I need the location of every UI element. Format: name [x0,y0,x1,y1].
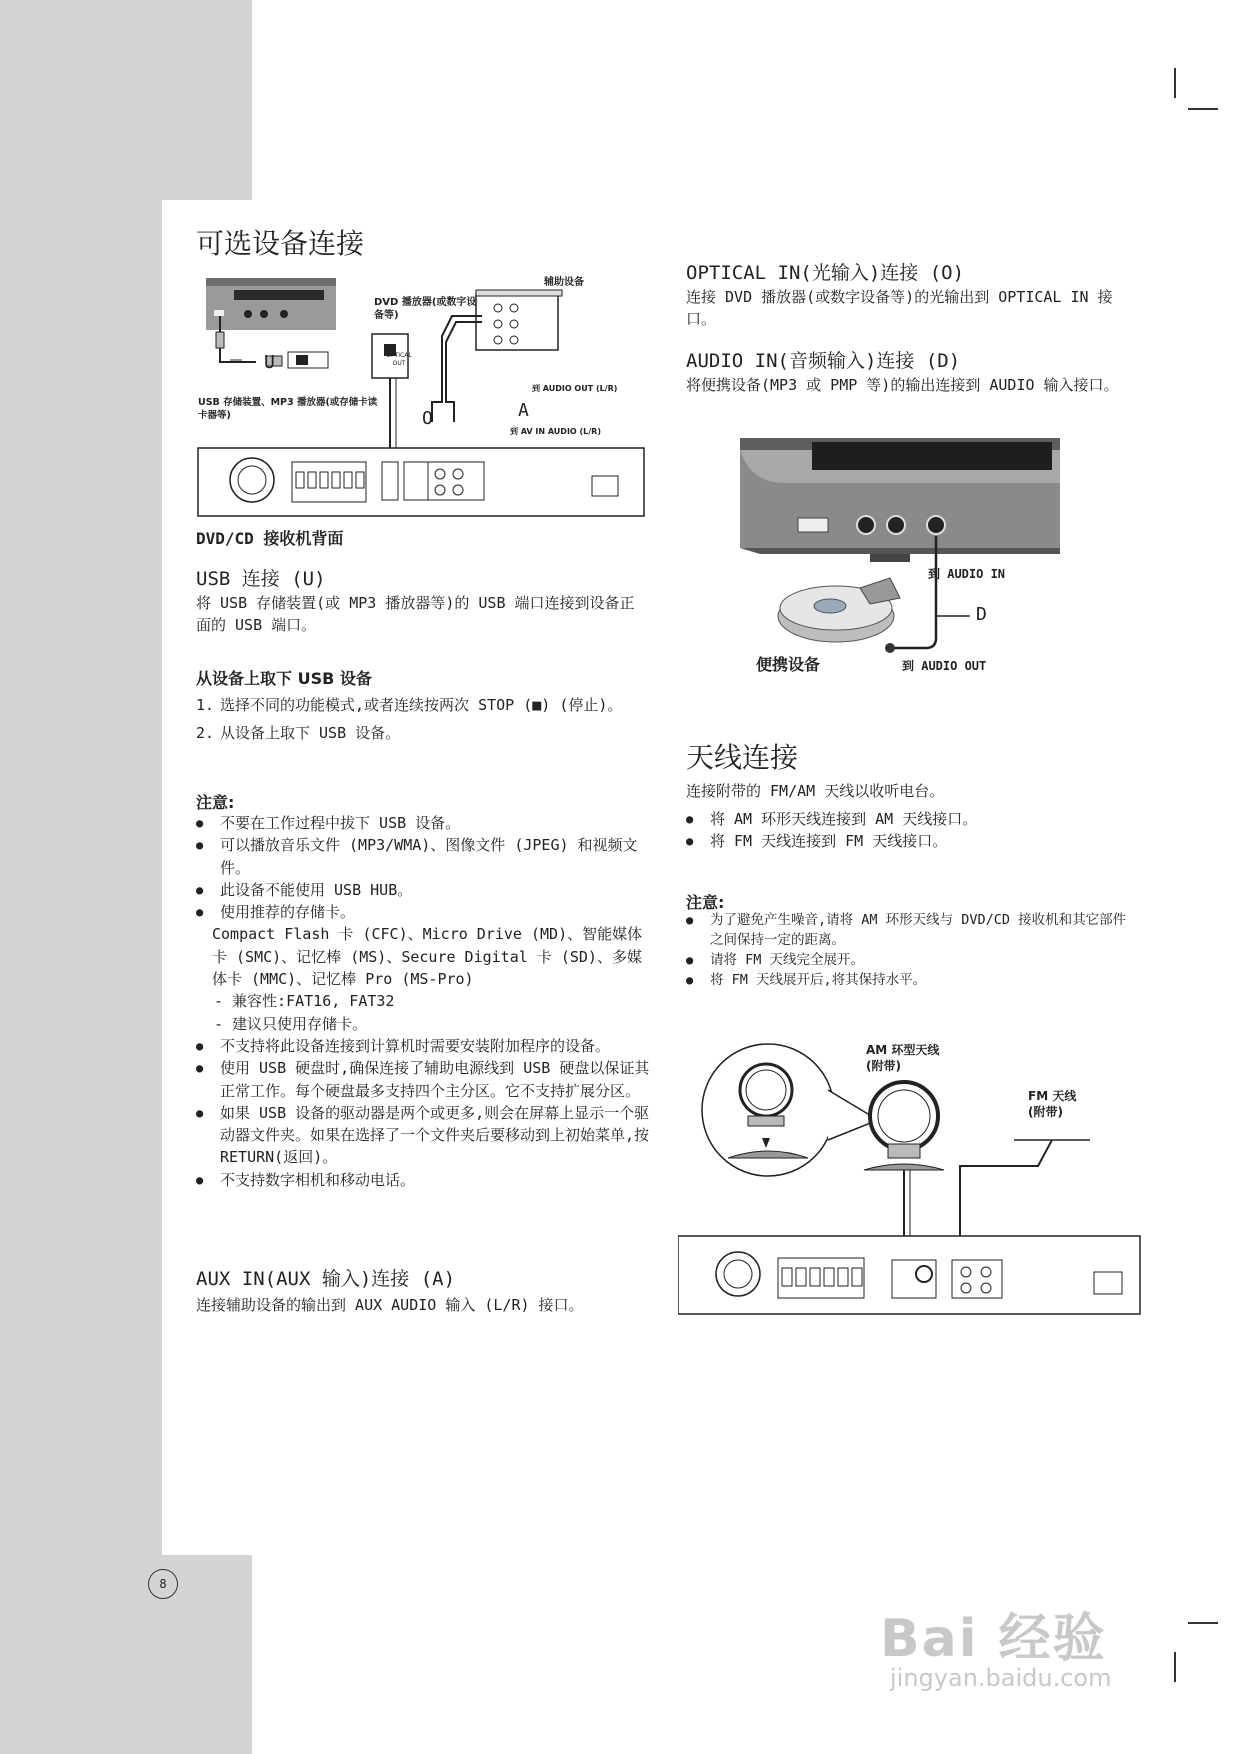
note-detail: - 建议只使用存储卡。 [214,1014,368,1033]
aux-device-label: 辅助设备 [544,277,584,288]
marker-o: O [422,408,433,429]
diagram-caption: DVD/CD 接收机背面 [196,529,344,548]
optical-text: 连接 DVD 播放器(或数字设备等)的光输出到 OPTICAL IN 接口。 [686,288,1113,328]
fm-antenna-label: FM 天线 (附带) [1028,1089,1077,1119]
antenna-item: ● 将 FM 天线连接到 FM 天线接口。 [686,830,1136,852]
section-title: 可选设备连接 [196,227,365,260]
note-item: ● 如果 USB 设备的驱动器是两个或更多,则会在屏幕上显示一个驱动器文件夹。如果在选择了一个文件夹后要移动到上初始菜单,按 RETURN(返回)。 [196,1102,652,1169]
antenna-note-item: ● 将 FM 天线展开后,将其保持水平。 [686,970,1136,990]
antenna-text: 连接附带的 FM/AM 天线以收听电台。 [686,782,945,800]
dvd-player-label: DVD 播放器(或数字设备等) [374,297,477,321]
marker-a: A [518,400,529,421]
note-item: ● 此设备不能使用 USB HUB。 [196,879,652,901]
antenna-note-item: ● 请将 FM 天线完全展开。 [686,950,1136,970]
gray-margin-bottom [0,1555,252,1754]
remove-heading: 从设备上取下 USB 设备 [196,669,372,688]
antenna-note-list [686,910,1136,990]
aux-audio-out-label: 到 AUDIO OUT (L/R) [532,384,618,393]
antenna-note-heading: 注意: [686,893,725,912]
note-item: ● 使用推荐的存储卡。 [196,901,652,923]
optical-heading: OPTICAL IN(光输入)连接 (O) [686,262,965,284]
antenna-title: 天线连接 [686,741,799,774]
aux-heading: AUX IN(AUX 输入)连接 (A) [196,1268,456,1290]
audio-text: 将便携设备(MP3 或 PMP 等)的输出连接到 AUDIO 输入接口。 [686,376,1119,394]
to-audio-in-label: 到 AUDIO IN [928,567,1006,581]
note-detail: Compact Flash 卡 (CFC)、Micro Drive (MD)、智能媒体卡 (SMC)、记忆棒 (MS)、Secure Digital 卡 (SD)、多媒体卡 (MMC)、记忆棒 Pro (MS-Pro) [212,925,643,989]
portable-label: 便携设备 [756,655,821,674]
av-in-audio-label: 到 AV IN AUDIO (L/R) [510,427,602,436]
antenna-item: ● 将 AM 环形天线连接到 AM 天线接口。 [686,808,1136,830]
gray-margin-left [0,0,162,1754]
note-heading: 注意: [196,793,235,812]
audio-heading: AUDIO IN(音频输入)连接 (D) [686,350,961,372]
remove-step: 1. 选择不同的功能模式,或者连续按两次 STOP (■) (停止)。 [196,696,623,714]
remove-step: 2. 从设备上取下 USB 设备。 [196,724,401,743]
usb-device-label: USB 存储装置、MP3 播放器(或存储卡读卡器等) [198,397,378,421]
watermark-brand: Bai 经验 [880,1609,1107,1669]
usb-heading: USB 连接 (U) [196,568,326,590]
remove-steps [196,694,648,745]
antenna-list [686,808,1136,853]
note-item: ● 使用 USB 硬盘时,确保连接了辅助电源线到 USB 硬盘以保证其正常工作。每个硬盘最多支持四个主分区。它不支持扩展分区。 [196,1057,652,1102]
crop-mark [1174,1652,1176,1682]
note-detail: - 兼容性:FAT16, FAT32 [214,992,395,1011]
marker-d: D [976,604,987,625]
note-list [196,812,652,1191]
page-number: 8 [148,1569,178,1599]
note-item: ● 可以播放音乐文件 (MP3/WMA)、图像文件 (JPEG) 和视频文件。 [196,834,652,879]
optical-out-label: OPTICAL OUT [386,352,412,367]
am-antenna-label: AM 环型天线 (附带) [866,1043,940,1073]
crop-mark [1188,1622,1218,1624]
to-audio-out-label: 到 AUDIO OUT [902,659,987,673]
note-item: ● 不支持数字相机和移动电话。 [196,1169,652,1191]
antenna-note-item: ● 为了避免产生噪音,请将 AM 环形天线与 DVD/CD 接收机和其它部件之间保持一定的距离。 [686,910,1136,950]
aux-text: 连接辅助设备的输出到 AUX AUDIO 输入 (L/R) 接口。 [196,1296,584,1314]
marker-u: U [264,352,275,373]
crop-mark [1174,68,1176,98]
antenna-diagram [678,1040,1158,1320]
note-item: ● 不要在工作过程中拔下 USB 设备。 [196,812,652,834]
crop-mark [1188,108,1218,110]
watermark-url: jingyan.baidu.com [890,1664,1112,1692]
usb-text: 将 USB 存储装置(或 MP3 播放器等)的 USB 端口连接到设备正面的 USB 端口。 [196,594,635,634]
note-item: ● 不支持将此设备连接到计算机时需要安装附加程序的设备。 [196,1035,652,1057]
portable-diagram [690,428,1070,678]
